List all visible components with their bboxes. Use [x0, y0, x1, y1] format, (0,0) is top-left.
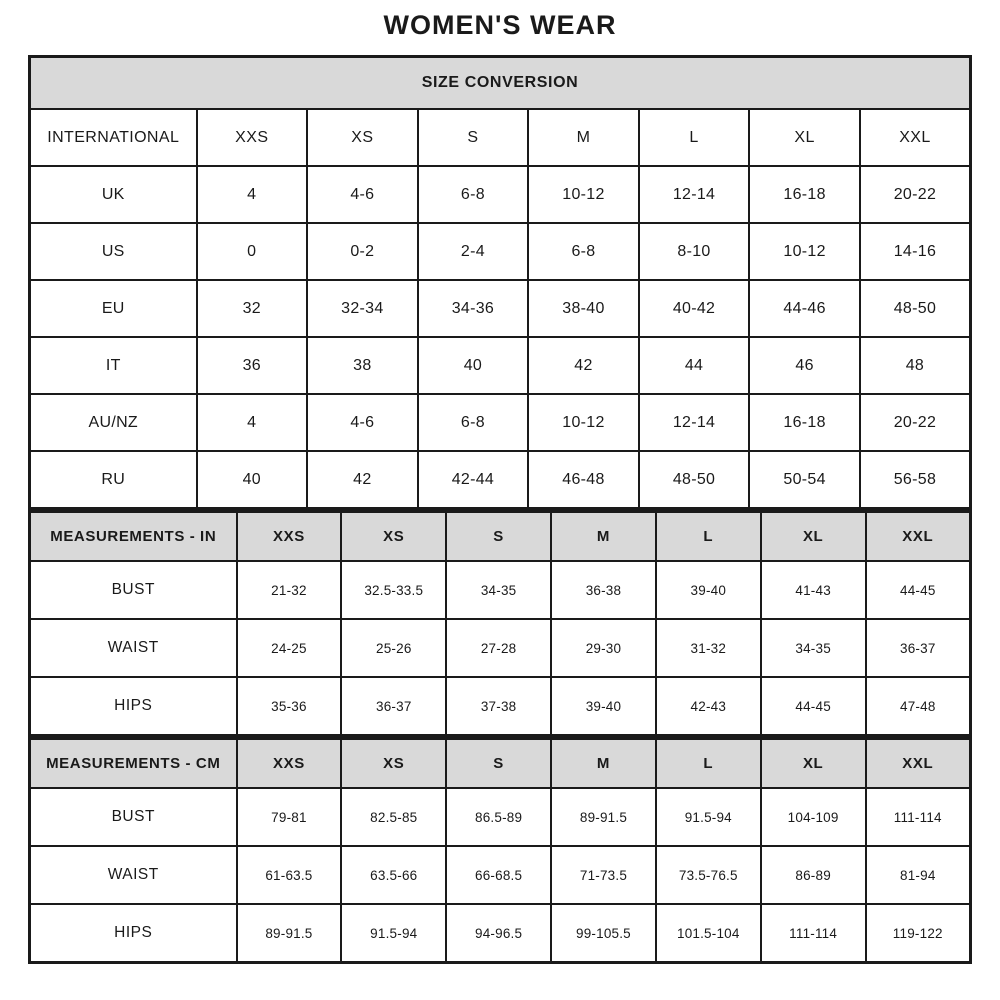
- table-cell: 42: [307, 451, 418, 509]
- table-cell: 46: [749, 337, 860, 394]
- table-cell: 44: [639, 337, 750, 394]
- size-column-header: M: [528, 109, 639, 166]
- row-label: BUST: [30, 788, 237, 846]
- table-cell: 10-12: [528, 166, 639, 223]
- size-column-header: S: [446, 739, 551, 789]
- size-conversion-table: [28, 55, 972, 510]
- size-column-header: XXS: [237, 739, 342, 789]
- table-cell: 89-91.5: [551, 788, 656, 846]
- table-cell: 63.5-66: [341, 846, 446, 904]
- table-cell: 41-43: [761, 561, 866, 619]
- table-cell: 42: [528, 337, 639, 394]
- table-title-header: MEASUREMENTS - CM: [30, 739, 237, 789]
- table-cell: 79-81: [237, 788, 342, 846]
- row-label: EU: [30, 280, 197, 337]
- table-cell: 36-38: [551, 561, 656, 619]
- size-column-header: XL: [761, 739, 866, 789]
- table-cell: 81-94: [866, 846, 971, 904]
- size-column-header: L: [656, 512, 761, 562]
- table-cell: 71-73.5: [551, 846, 656, 904]
- size-column-header: XXS: [237, 512, 342, 562]
- table-cell: 111-114: [866, 788, 971, 846]
- table-cell: 6-8: [528, 223, 639, 280]
- size-column-header: M: [551, 512, 656, 562]
- table-header-row: [30, 109, 971, 166]
- table-cell: 14-16: [860, 223, 971, 280]
- table-row: [30, 394, 971, 451]
- table-cell: 42-44: [418, 451, 529, 509]
- row-label: BUST: [30, 561, 237, 619]
- table-cell: 104-109: [761, 788, 866, 846]
- table-row: [30, 677, 971, 736]
- table-body: [30, 788, 971, 963]
- size-column-header: XS: [341, 739, 446, 789]
- table-cell: 73.5-76.5: [656, 846, 761, 904]
- row-label: US: [30, 223, 197, 280]
- size-column-header: XXL: [866, 512, 971, 562]
- table-cell: 12-14: [639, 166, 750, 223]
- size-column-header: S: [418, 109, 529, 166]
- table-cell: 21-32: [237, 561, 342, 619]
- table-title-header: MEASUREMENTS - IN: [30, 512, 237, 562]
- table-cell: 50-54: [749, 451, 860, 509]
- measurements-cm-table: [28, 737, 972, 964]
- table-cell: 32: [197, 280, 308, 337]
- table-cell: 46-48: [528, 451, 639, 509]
- size-column-header: XL: [761, 512, 866, 562]
- table-cell: 0: [197, 223, 308, 280]
- table-cell: 29-30: [551, 619, 656, 677]
- table-cell: 42-43: [656, 677, 761, 736]
- page-title: WOMEN'S WEAR: [383, 10, 617, 40]
- table-row: [30, 166, 971, 223]
- table-cell: 86.5-89: [446, 788, 551, 846]
- table-cell: 4: [197, 394, 308, 451]
- size-column-header: XL: [749, 109, 860, 166]
- size-column-header: XXL: [866, 739, 971, 789]
- table-row: [30, 451, 971, 509]
- table-cell: 4-6: [307, 394, 418, 451]
- table-cell: 91.5-94: [656, 788, 761, 846]
- row-label: HIPS: [30, 677, 237, 736]
- table-cell: 44-45: [761, 677, 866, 736]
- row-label: AU/NZ: [30, 394, 197, 451]
- size-column-header: XXL: [860, 109, 971, 166]
- table-row: [30, 788, 971, 846]
- row-label: WAIST: [30, 619, 237, 677]
- table-cell: 38-40: [528, 280, 639, 337]
- table-cell: 36: [197, 337, 308, 394]
- table-cell: 119-122: [866, 904, 971, 963]
- size-column-header: XS: [341, 512, 446, 562]
- table-header-row: [30, 739, 971, 789]
- table-cell: 0-2: [307, 223, 418, 280]
- table-row: [30, 619, 971, 677]
- table-cell: 40: [418, 337, 529, 394]
- table-cell: 47-48: [866, 677, 971, 736]
- table-cell: 99-105.5: [551, 904, 656, 963]
- table-cell: 44-45: [866, 561, 971, 619]
- row-label: UK: [30, 166, 197, 223]
- table-cell: 10-12: [528, 394, 639, 451]
- table-cell: 101.5-104: [656, 904, 761, 963]
- table-cell: 66-68.5: [446, 846, 551, 904]
- table-cell: 94-96.5: [446, 904, 551, 963]
- table-body: [30, 166, 971, 509]
- table-cell: 6-8: [418, 394, 529, 451]
- table-cell: 34-36: [418, 280, 529, 337]
- row-label: IT: [30, 337, 197, 394]
- measurements-in-table: [28, 510, 972, 737]
- table-cell: 4-6: [307, 166, 418, 223]
- table-cell: 48-50: [639, 451, 750, 509]
- table-cell: 89-91.5: [237, 904, 342, 963]
- table-banner: SIZE CONVERSION: [30, 57, 971, 110]
- table-banner-row: [30, 57, 971, 110]
- table-row: [30, 280, 971, 337]
- table-cell: 91.5-94: [341, 904, 446, 963]
- table-cell: 82.5-85: [341, 788, 446, 846]
- table-cell: 20-22: [860, 166, 971, 223]
- table-cell: 20-22: [860, 394, 971, 451]
- table-cell: 35-36: [237, 677, 342, 736]
- table-row: [30, 846, 971, 904]
- table-cell: 16-18: [749, 394, 860, 451]
- table-cell: 32.5-33.5: [341, 561, 446, 619]
- table-title-header: INTERNATIONAL: [30, 109, 197, 166]
- table-row: [30, 904, 971, 963]
- table-cell: 27-28: [446, 619, 551, 677]
- table-cell: 38: [307, 337, 418, 394]
- row-label: WAIST: [30, 846, 237, 904]
- table-row: [30, 561, 971, 619]
- table-cell: 6-8: [418, 166, 529, 223]
- size-column-header: S: [446, 512, 551, 562]
- table-header-row: [30, 512, 971, 562]
- table-cell: 32-34: [307, 280, 418, 337]
- table-cell: 39-40: [656, 561, 761, 619]
- table-row: [30, 337, 971, 394]
- table-cell: 40: [197, 451, 308, 509]
- table-cell: 48: [860, 337, 971, 394]
- size-column-header: XXS: [197, 109, 308, 166]
- table-cell: 2-4: [418, 223, 529, 280]
- table-cell: 48-50: [860, 280, 971, 337]
- table-cell: 16-18: [749, 166, 860, 223]
- table-cell: 86-89: [761, 846, 866, 904]
- table-body: [30, 561, 971, 736]
- table-cell: 10-12: [749, 223, 860, 280]
- table-cell: 40-42: [639, 280, 750, 337]
- size-column-header: M: [551, 739, 656, 789]
- table-cell: 34-35: [761, 619, 866, 677]
- table-row: [30, 223, 971, 280]
- table-cell: 61-63.5: [237, 846, 342, 904]
- table-cell: 39-40: [551, 677, 656, 736]
- table-cell: 4: [197, 166, 308, 223]
- table-cell: 12-14: [639, 394, 750, 451]
- table-cell: 34-35: [446, 561, 551, 619]
- table-cell: 111-114: [761, 904, 866, 963]
- size-column-header: XS: [307, 109, 418, 166]
- size-column-header: L: [639, 109, 750, 166]
- row-label: RU: [30, 451, 197, 509]
- table-cell: 36-37: [341, 677, 446, 736]
- row-label: HIPS: [30, 904, 237, 963]
- table-cell: 31-32: [656, 619, 761, 677]
- table-cell: 8-10: [639, 223, 750, 280]
- size-column-header: L: [656, 739, 761, 789]
- table-cell: 56-58: [860, 451, 971, 509]
- table-cell: 44-46: [749, 280, 860, 337]
- table-cell: 37-38: [446, 677, 551, 736]
- table-cell: 36-37: [866, 619, 971, 677]
- table-cell: 25-26: [341, 619, 446, 677]
- table-cell: 24-25: [237, 619, 342, 677]
